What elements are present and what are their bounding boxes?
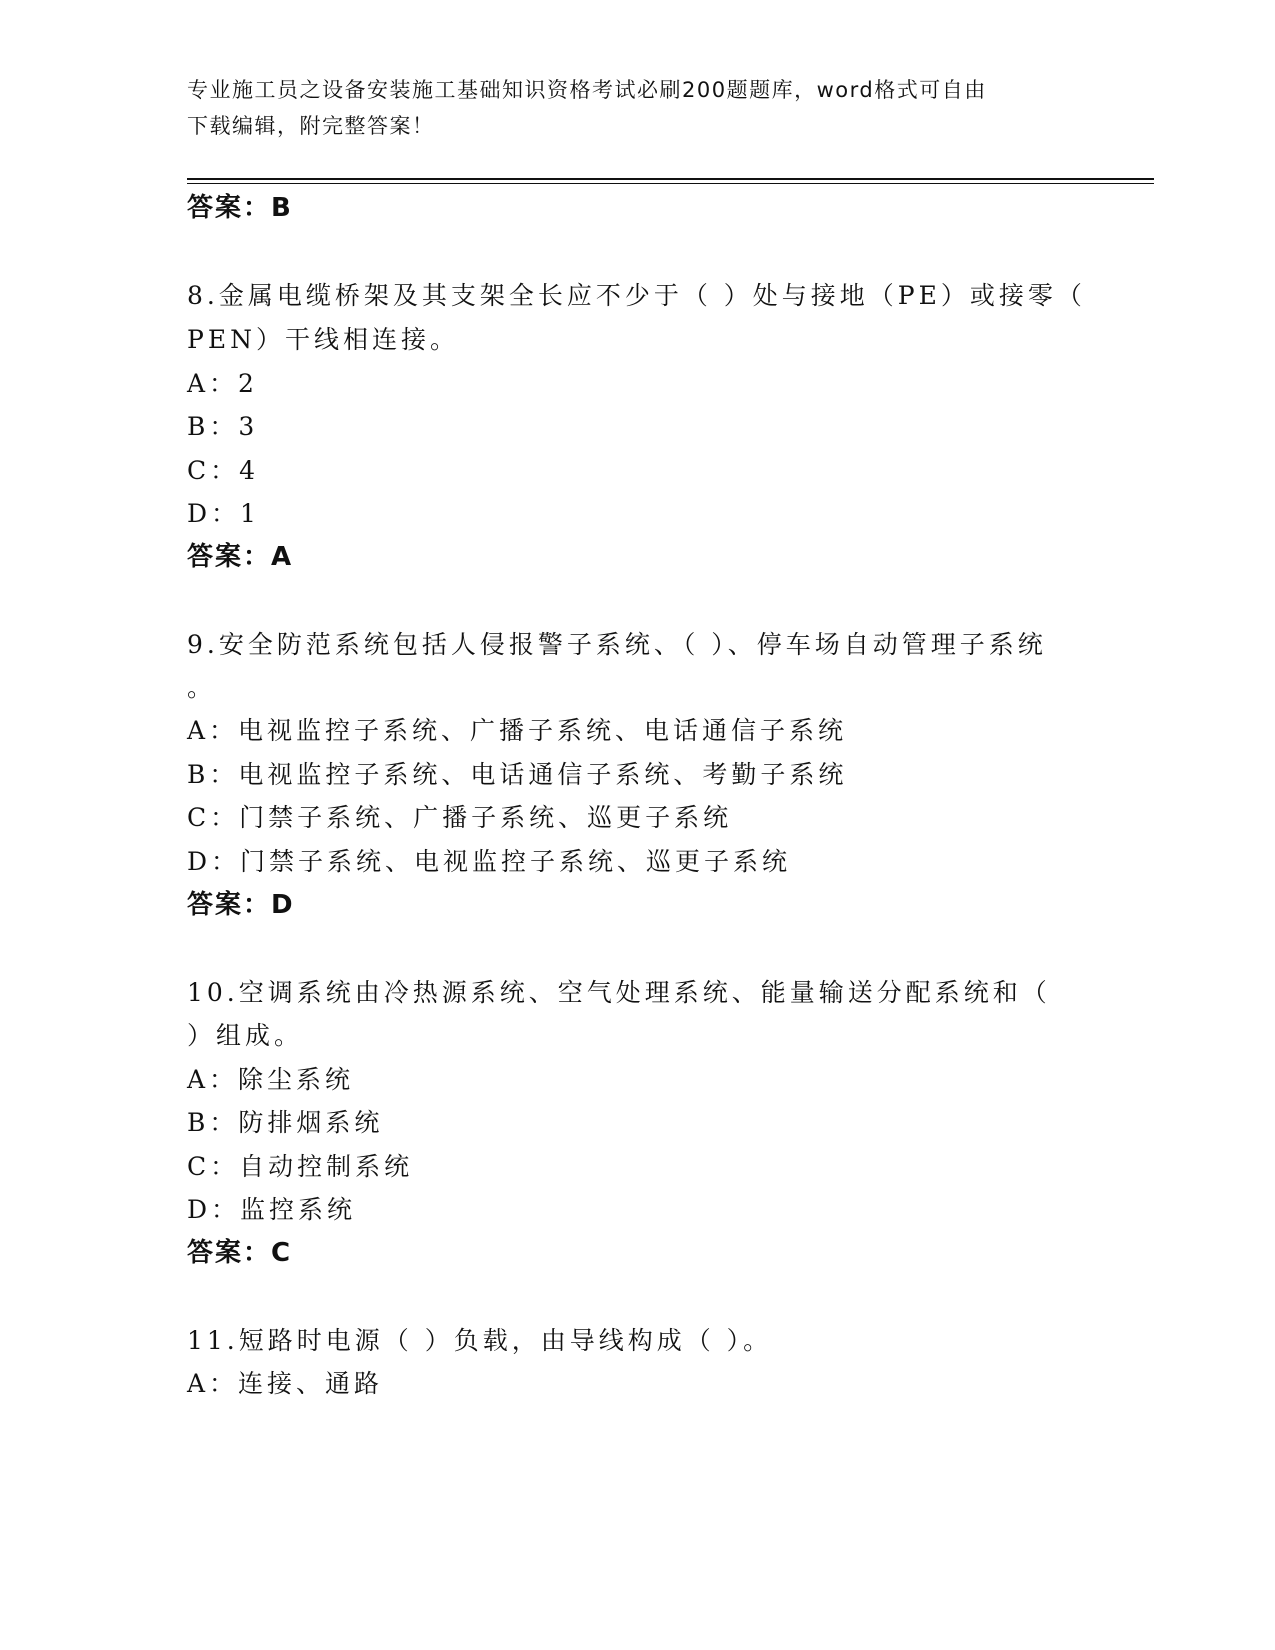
option-c: C：4 — [187, 456, 260, 485]
option-c: C：门禁子系统、广播子系统、巡更子系统 — [187, 803, 733, 832]
answer: 答案：A — [187, 542, 294, 572]
header-line-1: 专业施工员之设备安装施工基础知识资格考试必刷200题题库，word格式可自由 — [187, 78, 987, 102]
option-d: D：监控系统 — [187, 1195, 357, 1224]
option-a: A：电视监控子系统、广播子系统、电话通信子系统 — [187, 716, 848, 745]
question-stem-line-1: 10.空调系统由冷热源系统、空气处理系统、能量输送分配系统和（ — [187, 978, 1051, 1007]
option-b: B：防排烟系统 — [187, 1108, 384, 1137]
question-stem-line-1: 11.短路时电源（ ）负载，由导线构成（ ）。 — [187, 1326, 773, 1355]
option-a: A：除尘系统 — [187, 1065, 355, 1094]
header-rule-thin — [187, 183, 1154, 184]
answer: 答案：D — [187, 890, 295, 920]
question-stem-line-1: 8.金属电缆桥架及其支架全长应不少于（ ）处与接地（PE）或接零（ — [187, 281, 1086, 310]
header-line-2: 下载编辑，附完整答案！ — [187, 114, 435, 138]
option-d: D：1 — [187, 499, 260, 528]
answer: 答案：C — [187, 1238, 293, 1268]
question-stem-line-2: 。 — [187, 673, 217, 702]
question-stem-line-1: 9.安全防范系统包括人侵报警子系统、（ ）、停车场自动管理子系统 — [187, 630, 1047, 659]
header-rule-thick — [187, 178, 1154, 180]
option-b: B：电视监控子系统、电话通信子系统、考勤子系统 — [187, 760, 848, 789]
option-b: B：3 — [187, 412, 259, 441]
question-stem-line-2: ）组成。 — [187, 1021, 304, 1050]
option-a: A：连接、通路 — [187, 1369, 384, 1398]
previous-answer: 答案：B — [187, 193, 293, 223]
option-c: C：自动控制系统 — [187, 1152, 414, 1181]
option-a: A：2 — [187, 369, 258, 398]
option-d: D：门禁子系统、电视监控子系统、巡更子系统 — [187, 847, 792, 876]
question-stem-line-2: PEN）干线相连接。 — [187, 325, 459, 354]
document-header — [187, 72, 1087, 144]
